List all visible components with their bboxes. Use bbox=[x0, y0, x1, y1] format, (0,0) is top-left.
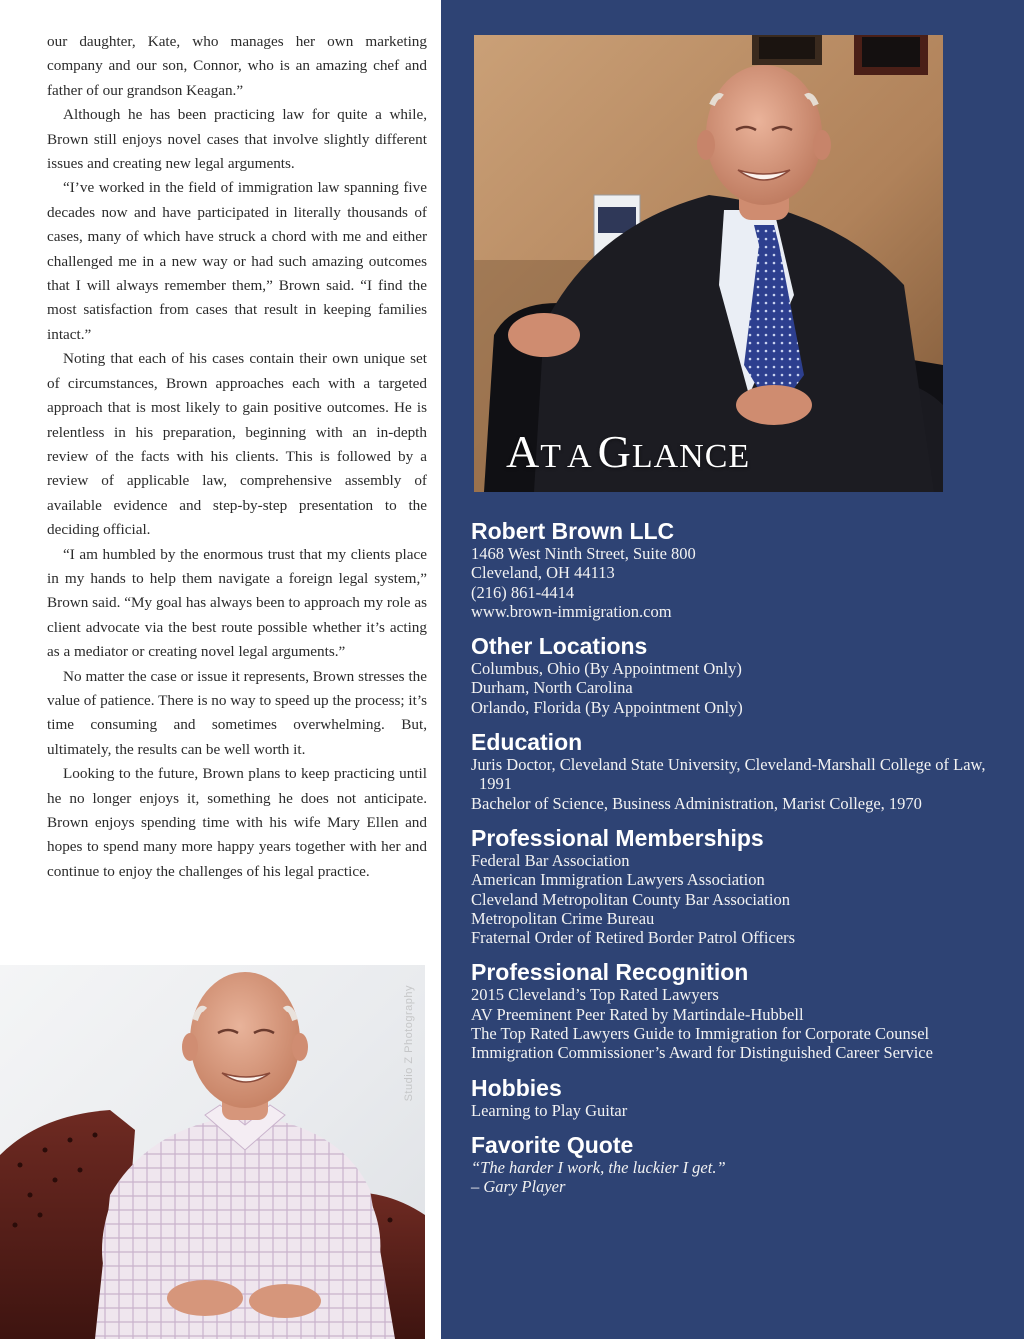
article-paragraph: No matter the case or issue it represents, Brown stresses the value of patience. There is no way to speed up the process; it’s time consuming and sometimes overwhelming. But, ultimately, the results can be well worth it. bbox=[47, 667, 427, 758]
article-paragraph: Looking to the future, Brown plans to keep practicing until he no longer enjoys it, something he does not anticipate. Brown enjoys spending time with his wife Mary Ellen and hopes to spend many more happy years together with her and continue to enjoy the challenges of his legal practice. bbox=[47, 765, 427, 880]
memberships-section bbox=[471, 825, 991, 947]
article-paragraph: Noting that each of his cases contain their own unique set of circumstances, Brown approaches each with a targeted approach that is most likely to gain positive outcomes. He is relentless in his preparation, beginning with an in-depth review of the facts with his clients. This is followed by a review of applicable law, comprehensive assembly of available evidence and step-by-step presentation to the deciding official. bbox=[47, 350, 427, 539]
hobby-item: Learning to Play Guitar bbox=[471, 1100, 628, 1120]
membership-item: Cleveland Metropolitan County Bar Association bbox=[471, 889, 790, 909]
recognition-section bbox=[471, 959, 991, 1062]
article-paragraph: “I’ve worked in the field of immigration law spanning five decades now and have participated in literally thousands of cases, many of which have struck a chord with me and either challenged me in a new way or had such amazing outcomes that I will always remember them,” Brown said. “I find the most satisfaction from cases that result in keeping families intact.” bbox=[47, 179, 427, 343]
portrait-photo-office bbox=[474, 35, 943, 492]
membership-item: Metropolitan Crime Bureau bbox=[471, 908, 655, 928]
quote-section bbox=[471, 1132, 991, 1197]
section-heading: Robert Brown LLC bbox=[471, 518, 675, 544]
firm-website: www.brown-immigration.com bbox=[471, 601, 672, 621]
recognition-item: 2015 Cleveland’s Top Rated Lawyers bbox=[471, 985, 719, 1005]
locations-section bbox=[471, 633, 991, 717]
firm-city: Cleveland, OH 44113 bbox=[471, 563, 615, 583]
recognition-item: The Top Rated Lawyers Guide to Immigration for Corporate Counsel bbox=[471, 1024, 930, 1044]
section-heading: Hobbies bbox=[471, 1074, 562, 1101]
location-item: Orlando, Florida (By Appointment Only) bbox=[471, 697, 743, 717]
section-heading: Other Locations bbox=[471, 633, 648, 660]
quote-author: – Gary Player bbox=[471, 1177, 566, 1197]
education-item: Bachelor of Science, Business Administration, Marist College, 1970 bbox=[471, 793, 922, 813]
firm-section bbox=[471, 518, 991, 621]
portrait-photo-seated bbox=[0, 965, 425, 1339]
article-paragraph: Although he has been practicing law for quite a while, Brown still enjoys novel cases that involve slightly different issues and creating new legal arguments. bbox=[47, 106, 427, 173]
article-paragraph: “I am humbled by the enormous trust that my clients place in my hands to help them navigate a foreign legal system,” Brown said. “My goal has always been to approach my role as client advocate via the best route possible whether it’s acting as a mediator or creating novel legal arguments.” bbox=[47, 545, 427, 661]
article-body bbox=[47, 30, 427, 884]
firm-address: 1468 West Ninth Street, Suite 800 bbox=[471, 544, 696, 563]
recognition-item: Immigration Commissioner’s Award for Distinguished Career Service bbox=[471, 1043, 933, 1063]
portrait-illustration bbox=[0, 965, 425, 1339]
section-heading: Education bbox=[471, 729, 583, 756]
photo-credit: Studio Z Photography bbox=[403, 985, 415, 1102]
section-heading: Professional Memberships bbox=[471, 824, 764, 851]
office-portrait-illustration bbox=[474, 35, 943, 492]
education-section bbox=[471, 729, 991, 813]
location-item: Columbus, Ohio (By Appointment Only) bbox=[471, 659, 742, 679]
at-a-glance-title: AT A GLANCE bbox=[506, 426, 751, 477]
firm-phone: (216) 861-4414 bbox=[471, 582, 575, 602]
at-a-glance-info bbox=[471, 518, 991, 1209]
membership-item: Fraternal Order of Retired Border Patrol Officers bbox=[471, 928, 796, 948]
location-item: Durham, North Carolina bbox=[471, 678, 633, 698]
membership-item: American Immigration Lawyers Association bbox=[471, 870, 765, 890]
recognition-item: AV Preeminent Peer Rated by Martindale-Hubbell bbox=[471, 1004, 804, 1024]
article-paragraph: our daughter, Kate, who manages her own marketing company and our son, Connor, who is an amazing chef and father of our grandson Keagan.” bbox=[47, 33, 427, 99]
hobbies-section bbox=[471, 1075, 991, 1120]
quote-text: “The harder I work, the luckier I get.” bbox=[471, 1157, 726, 1177]
membership-item: Federal Bar Association bbox=[471, 850, 630, 870]
section-heading: Favorite Quote bbox=[471, 1131, 634, 1158]
section-heading: Professional Recognition bbox=[471, 959, 749, 986]
education-item: Juris Doctor, Cleveland State University, Cleveland-Marshall College of Law, 1991 bbox=[471, 755, 986, 794]
